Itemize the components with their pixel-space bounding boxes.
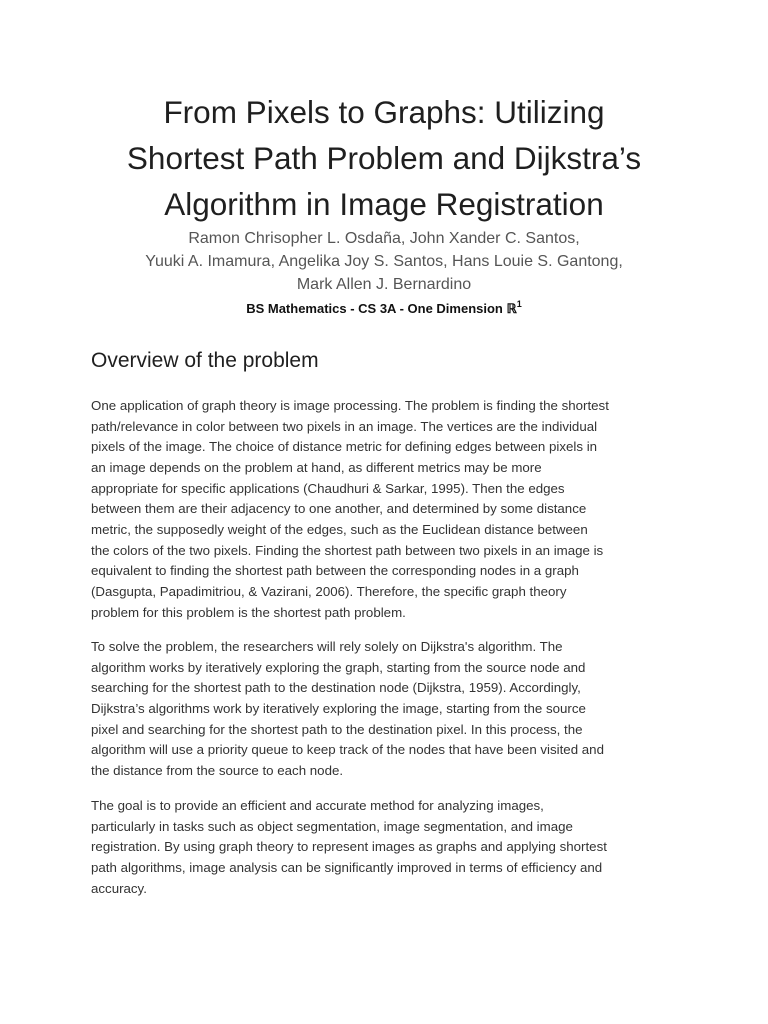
text-line: problem for this problem is the shortest path problem.: [91, 604, 406, 620]
body-paragraph-1: [91, 396, 691, 623]
text-line: algorithm works by iteratively exploring the graph, starting from the source node and: [91, 659, 586, 675]
text-line: Dijkstra’s algorithms work by iteratively exploring the image, starting from the source: [91, 700, 586, 716]
title-line: Algorithm in Image Registration: [164, 186, 604, 222]
text-line: One application of graph theory is image processing. The problem is finding the shortest: [91, 398, 609, 413]
text-line: algorithm will use a priority queue to keep track of the nodes that have been visited and: [91, 742, 604, 758]
text-line: To solve the problem, the researchers will rely solely on Dijkstra's algorithm. The: [91, 639, 563, 654]
author-line: Ramon Chrisopher L. Osdaña, John Xander C. Santos,: [188, 230, 580, 247]
text-line: an image depends on the problem at hand, as different metrics may be more: [91, 459, 542, 475]
affiliation-superscript: 1: [516, 299, 522, 309]
author-line: Yuuki A. Imamura, Angelika Joy S. Santos, Hans Louie S. Gantong,: [145, 253, 623, 270]
author-line: Mark Allen J. Bernardino: [296, 276, 472, 293]
title-line: From Pixels to Graphs: Utilizing: [163, 94, 605, 130]
body-paragraph-3: [91, 796, 691, 899]
text-line: pixels of the image. The choice of distance metric for defining edges between pixels in: [91, 439, 598, 455]
text-line: path/relevance in color between two pixels in an image. The vertices are the individual: [91, 418, 598, 434]
text-line: appropriate for specific applications (Chaudhuri & Sarkar, 1995). Then the edges: [91, 480, 565, 496]
text-line: the distance from the source to each node.: [91, 762, 344, 778]
text-line: searching for the shortest path to the destination node (Dijkstra, 1959). Accordingly,: [91, 680, 581, 696]
section-heading: Overview of the problem: [91, 349, 319, 372]
author-list: [60, 227, 708, 296]
affiliation: [60, 299, 708, 319]
text-line: equivalent to finding the shortest path between the corresponding nodes in a graph: [91, 563, 579, 579]
text-line: pixel and searching for the shortest path to the destination pixel. In this process, the: [91, 721, 583, 737]
text-line: path algorithms, image analysis can be significantly improved in terms of efficiency and: [91, 859, 603, 875]
text-line: the colors of the two pixels. Finding the shortest path between two pixels in an image is: [91, 542, 604, 558]
text-line: particularly in tasks such as object segmentation, image segmentation, and image: [91, 818, 573, 834]
text-line: metric, the supposedly weight of the edges, such as the Euclidean distance between: [91, 521, 588, 537]
text-line: accuracy.: [91, 880, 147, 896]
text-line: The goal is to provide an efficient and accurate method for analyzing images,: [91, 798, 544, 813]
text-line: registration. By using graph theory to represent images as graphs and applying shortest: [91, 839, 607, 855]
text-line: between them are their adjacency to one another, and determined by some distance: [91, 501, 587, 517]
body-paragraph-2: [91, 637, 691, 782]
text-line: (Dasgupta, Papadimitriou, & Vazirani, 2006). Therefore, the specific graph theory: [91, 583, 567, 599]
title-line: Shortest Path Problem and Dijkstra’s: [126, 140, 642, 176]
paper-title: [60, 89, 708, 227]
affiliation-text: BS Mathematics - CS 3A - One Dimension ℝ: [246, 301, 517, 316]
